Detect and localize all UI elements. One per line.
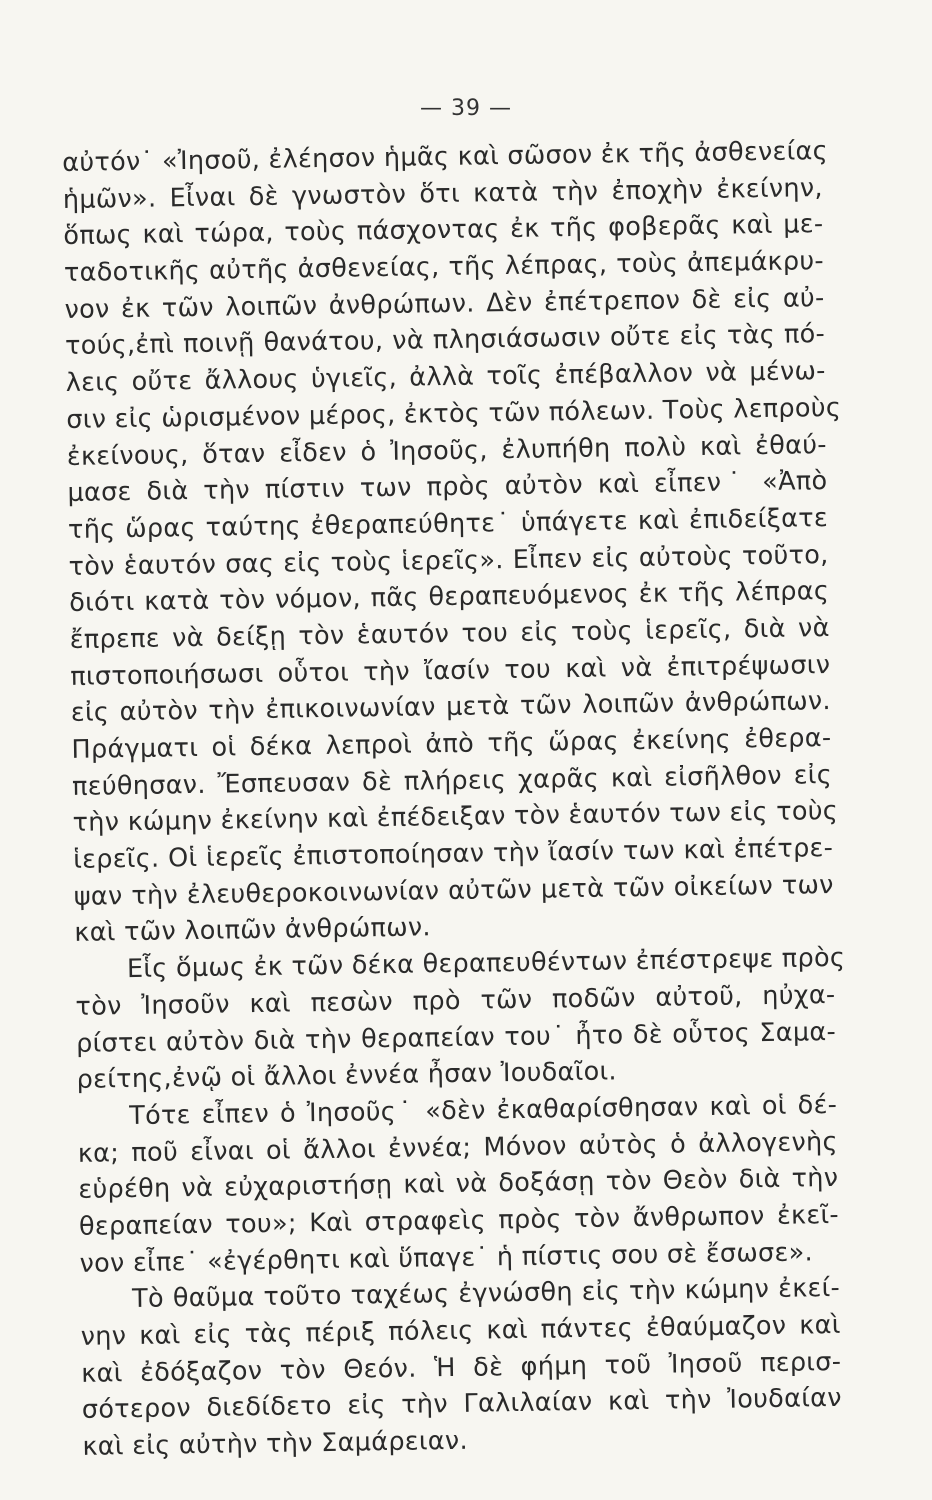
text-line: τὸν ἑαυτόν σας εἰς τοὺς ἱερεῖς». Εἶπεν εἰς αὐτοὺς τοῦτο, — [68, 539, 829, 582]
text-line: ἱερεῖς. Οἱ ἱερεῖς ἐπιστοποίησαν τὴν ἴασίν των καὶ ἐπέτρε- — [72, 833, 834, 875]
text-line: Πράγματι οἱ δέκα λεπροὶ ἀπὸ τῆς ὥρας ἐκείνης ἐθερα- — [71, 722, 832, 765]
text-line: νον εἶπε˙ «ἐγέρθητι καὶ ὕπαγε˙ ἡ πίστις σου σὲ ἔσωσε». — [79, 1236, 814, 1279]
text-line: καὶ τῶν λοιπῶν ἀνθρώπων. — [74, 912, 432, 949]
text-line: ρίστει αὐτὸν διὰ τὴν θεραπείαν του˙ ἦτο δὲ οὗτος Σαμα- — [75, 1016, 837, 1059]
text-line: ἡμῶν». Εἶναι δὲ γνωστὸν ὅτι κατὰ τὴν ἐποχὴν ἐκείνην, — [62, 172, 824, 215]
text-line: πιστοποιήσωσι οὗτοι τὴν ἴασίν του καὶ νὰ ἐπιτρέψωσιν — [70, 649, 831, 692]
text-line: ψαν τὴν ἐλευθεροκοινωνίαν αὐτῶν μετὰ τῶν οἰκείων των — [73, 869, 834, 912]
text-line: Εἷς ὅμως ἐκ τῶν δέκα θεραπευθέντων ἐπέστρεψε πρὸς — [126, 942, 846, 985]
text-line: τούς,ἐπὶ ποινῇ θανάτου, νὰ πλησιάσωσιν οὔτε εἰς τὰς πό- — [64, 319, 826, 362]
text-line: καὶ ἐδόξαζον τὸν Θεόν. Ἡ δὲ φήμη τοῦ Ἰησοῦ περισ- — [81, 1346, 842, 1389]
text-line: ρείτης,ἐνῷ οἱ ἄλλοι ἐννέα ἦσαν Ἰουδαῖοι. — [76, 1056, 618, 1096]
text-line: τὸν Ἰησοῦν καὶ πεσὼν πρὸ τῶν ποδῶν αὐτοῦ, ηὐχα- — [75, 979, 836, 1022]
text-line: ἐκείνους, ὅταν εἶδεν ὁ Ἰησοῦς, ἐλυπήθη πολὺ καὶ ἐθαύ- — [66, 429, 828, 472]
text-line: νην καὶ εἰς τὰς πέριξ πόλεις καὶ πάντες ἐθαύμαζον καὶ — [80, 1309, 841, 1352]
text-line: τῆς ὥρας ταύτης ἐθεραπεύθητε˙ ὑπάγετε καὶ ἐπιδείξατε — [67, 502, 829, 545]
paragraph — [80, 1270, 843, 1465]
text-line: Τὸ θαῦμα τοῦτο ταχέως ἐγνώσθη εἰς τὴν κώμην ἐκεί- — [131, 1273, 841, 1315]
text-line: θεραπείαν του»; Καὶ στραφεὶς πρὸς τὸν ἄνθρωπον ἐκεῖ- — [78, 1199, 840, 1242]
paragraph — [75, 940, 846, 1099]
text-line: διότι κατὰ τὸν νόμον, πᾶς θεραπευόμενος ἐκ τῆς λέπρας — [68, 576, 830, 619]
text-line: μασε διὰ τὴν πίστιν των πρὸς αὐτὸν καὶ εἶπεν˙ «Ἀπὸ — [67, 466, 828, 509]
paragraph — [77, 1087, 840, 1282]
text-line: ἔπρεπε νὰ δείξῃ τὸν ἑαυτόν του εἰς τοὺς ἱερεῖς, διὰ νὰ — [69, 612, 830, 655]
text-line: σότερον διεδίδετο εἰς τὴν Γαλιλαίαν καὶ τὴν Ἰουδαίαν — [81, 1383, 843, 1426]
text-line: λεις οὔτε ἄλλους ὑγιεῖς, ἀλλὰ τοῖς ἐπέβαλλον νὰ μένω- — [65, 356, 826, 399]
text-line: αὐτόν˙ «Ἰησοῦ, ἐλέησον ἡμᾶς καὶ σῶσον ἐκ τῆς ἀσθενείας — [62, 135, 829, 178]
text-line: Τότε εἶπεν ὁ Ἰησοῦς˙ «δὲν ἐκαθαρίσθησαν καὶ οἱ δέ- — [129, 1089, 838, 1131]
text-line: πεύθησαν. Ἔσπευσαν δὲ πλήρεις χαρᾶς καὶ εἰσῆλθον εἰς — [71, 759, 833, 802]
text-line: κα; ποῦ εἶναι οἱ ἄλλοι ἐννέα; Μόνον αὐτὸς ὁ ἀλλογενὴς — [77, 1126, 838, 1169]
text-line: εὑρέθη νὰ εὐχαριστήσῃ καὶ νὰ δοξάσῃ τὸν Θεὸν διὰ τὴν — [78, 1163, 839, 1206]
text-line: νον ἐκ τῶν λοιπῶν ἀνθρώπων. Δὲν ἐπέτρεπον δὲ εἰς αὐ- — [64, 282, 825, 325]
text-line: σιν εἰς ὡρισμένον μέρος, ἐκτὸς τῶν πόλεων. Τοὺς λεπροὺς — [66, 392, 842, 435]
page-number: — 39 — — [420, 96, 512, 121]
text-line: καὶ εἰς αὐτὴν τὴν Σαμάρειαν. — [82, 1425, 469, 1462]
text-line: εἰς αὐτὸν τὴν ἐπικοινωνίαν μετὰ τῶν λοιπῶν ἀνθρώπων. — [70, 686, 832, 729]
paragraph — [62, 133, 842, 952]
text-line: τὴν κώμην ἐκείνην καὶ ἐπέδειξαν τὸν ἑαυτόν των εἰς τοὺς — [72, 796, 839, 839]
body-text — [62, 133, 846, 1466]
text-line: ὅπως καὶ τώρα, τοὺς πάσχοντας ἐκ τῆς φοβερᾶς καὶ με- — [63, 209, 824, 252]
text-line: ταδοτικῆς αὐτῆς ἀσθενείας, τῆς λέπρας, τοὺς ἀπεμάκρυ- — [63, 246, 825, 289]
